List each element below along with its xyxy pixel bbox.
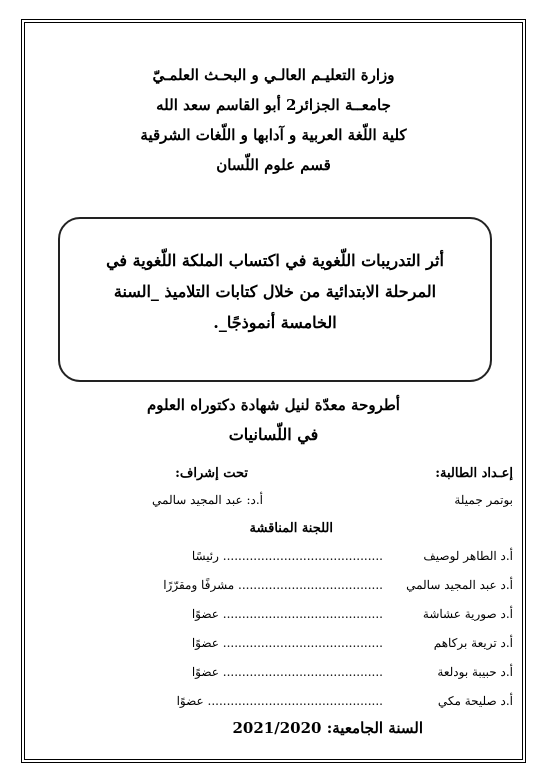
thesis-title-line-1: أثر التدريبات اللّغوية في اكتساب الملكة اللّغوية في	[106, 251, 444, 270]
academic-year-label: السنة الجامعية:	[326, 719, 423, 737]
university-name: جامعــة الجزائر2 أبو القاسم سعد الله	[156, 96, 391, 114]
academic-year	[233, 719, 424, 737]
member-name: أ.د حبيبة بودلعة	[437, 665, 513, 679]
dot-leader: ..........................................	[222, 636, 383, 650]
institution-header	[24, 60, 523, 180]
degree-line-2: في اللّسانيات	[228, 425, 319, 444]
member-role: عضوًا	[191, 636, 219, 650]
department-name: قسم علوم اللّسان	[216, 156, 331, 174]
ministry-name: وزارة التعليـم العالـي و البحـث العلمـيّ	[152, 66, 395, 84]
thesis-title-line-2: المرحلة الابتدائية من خلال كتابات التلاميذ _السنة	[113, 282, 437, 301]
member-name: أ.د صورية عشاشة	[422, 607, 513, 621]
academic-year-value: 2021/2020	[232, 719, 322, 737]
dot-leader: ......................................	[238, 578, 383, 592]
member-name: أ.د الطاهر لوصيف	[423, 549, 513, 563]
dot-leader: ..........................................	[222, 607, 383, 621]
dot-leader: ..............................................	[207, 694, 383, 708]
committee-member	[43, 665, 513, 685]
thesis-title-box	[58, 217, 492, 382]
member-role: مشرفًا ومقرّرًا	[163, 578, 235, 592]
committee-member	[43, 549, 513, 569]
member-role: عضوًا	[191, 665, 219, 679]
preparation-label: إعـداد الطالبة:	[435, 466, 513, 481]
dot-leader: ..........................................	[222, 665, 383, 679]
degree-statement	[24, 390, 523, 450]
degree-line-1: أطروحة معدّة لنيل شهادة دكتوراه العلوم	[147, 396, 400, 414]
committee-member	[43, 694, 513, 714]
committee-member	[43, 636, 513, 656]
member-name: أ.د عبد المجيد سالمي	[406, 578, 513, 592]
supervision-label: تحت إشراف:	[175, 466, 248, 481]
committee-member	[43, 607, 513, 627]
student-name: بوتمر جميلة	[454, 493, 513, 507]
member-role: رئيسًا	[191, 549, 219, 563]
thesis-title-line-3: الخامسة أنموذجًا_.	[213, 313, 337, 332]
supervisor-name: أ.د: عبد المجيد سالمي	[152, 493, 263, 507]
dot-leader: ..........................................	[222, 549, 383, 563]
member-name: أ.د تريعة بركاهم	[433, 636, 513, 650]
member-role: عضوًا	[191, 607, 219, 621]
committee-member	[43, 578, 513, 598]
member-role: عضوًا	[176, 694, 204, 708]
member-name: أ.د صليحة مكي	[437, 694, 513, 708]
thesis-cover-page	[24, 22, 523, 760]
faculty-name: كلية اللّغة العربية و آدابها و اللّغات الشرقية	[140, 126, 407, 144]
committee-title: اللجنة المناقشة	[249, 521, 333, 536]
